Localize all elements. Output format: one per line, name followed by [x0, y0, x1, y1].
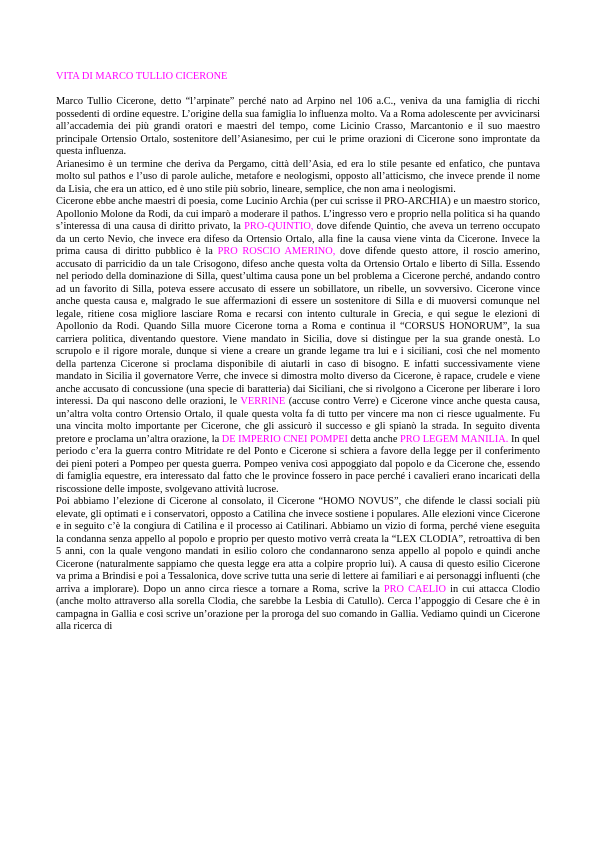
paragraph	[56, 159, 540, 197]
text-run: (accuse contro Verre) e Cicerone vince anche questa causa, un’altra volta contro Ortensio Ortalo, il quale questa volta fa di tutto per vincere ma non ci riesce ugualmente. Fu una vincita molto importante per Cicerone, che gli assicurò il successo e gli spianò la strada. In seguito diventa pretore e proclama un’altra orazione, la	[56, 396, 541, 445]
text-run: Marco Tullio Cicerone, detto “l’arpinate” perché nato ad Arpino nel 106 a.C., veniva da una famiglia di ricchi possedenti di ordine equestre. L’origine della sua famiglia lo influenza molto. Va a Roma adolescente per avvicinarsi all’accademia dei più grandi oratori e maestri del tempo, come Licinio Crasso, Marcantonio e il suo maestro principale Ortensio Ortalo, sostenitore dell’Asianesimo, per cui le prime orazioni di Cicerone sono improntate da questa influenza.	[56, 96, 540, 157]
text-run: dove difende Quintio, che aveva un terreno occupato da un certo Nevio, che invece era difeso da Ortensio Ortalo, alla fine la causa viene vinta da Cicerone. Invece la prima causa di diritto pubblico è la	[56, 221, 540, 257]
paragraph	[56, 196, 540, 496]
highlighted-title: PRO-QUINTIO,	[244, 221, 314, 232]
highlighted-title: PRO CAELIO	[383, 583, 447, 595]
text-run: detta anche	[347, 433, 401, 445]
highlighted-title: PRO ROSCIO AMERINO,	[217, 246, 336, 257]
paragraph	[56, 96, 540, 159]
text-run: In quel periodo c’era la guerra contro Mitridate re del Ponto e Cicerone si schiera a favore della legge per il conferimento dei pieni poteri a Pompeo per questa guerra. Pompeo veniva così appoggiato dal popolo e da Cicerone che, essendo di famiglia equestre, era interessato dal fatto che le province fossero in pace perché i cavalieri erano incaricati della riscossione delle imposte, svolgevano attività lucrose.	[56, 433, 541, 495]
highlighted-title: DE IMPERIO CNEI POMPEI	[221, 433, 348, 445]
document-body	[56, 96, 540, 634]
text-run: in cui attacca Clodio (anche molto attraverso alla sorella Clodia, che sarebbe la Lesbia di Catullo). Cerca l’appoggio di Cesare che è in campagna in Gallia e così scrive un’orazione per la proroga del suo comando in Gallia. Vediamo quindi un Cicerone alla ricerca di	[56, 583, 540, 632]
text-run: Arianesimo è un termine che deriva da Pergamo, città dell’Asia, ed era lo stile pesante ed enfatico, che puntava molto sul pathos e l’uso di parole auliche, metafore e neologismi, opposto all’atticismo, che invece prende il nome da Lisia, che era un attico, ed è uno stile più sobrio, lineare, semplice, che non ama i neologismi.	[56, 158, 540, 195]
document-page	[56, 71, 540, 634]
document-title: VITA DI MARCO TULLIO CICERONE	[56, 71, 228, 82]
highlighted-title: PRO LEGEM MANILIA.	[400, 433, 509, 445]
highlighted-title: VERRINE	[240, 396, 286, 407]
text-run: dove difende questo attore, il roscio amerino, accusato di parricidio da un tale Crisogono, difeso anche questa volta da Ortensio Ortalo e liberto di Silla. Essendo nel periodo della dominazione di Silla, quest’ultima causa pone un bel problema a Cicerone perché, andando contro ad un favorito di Silla, poteva essere accusato di essere un sobillatore, un ribelle, un sovversivo. Cicerone vince anche questa causa e, malgrado le sue affermazioni di essere un sostenitore di Silla e di muoversi comunque nel legale, ritiene cosa migliore lasciare Roma e recarsi con intento culturale in Grecia, e qui segue le elezioni di Apollonio da Rodi. Quando Silla muore Cicerone torna a Roma e continua il “CORSUS HONORUM”, la sua carriera politica, diventando questore. Viene mandato in Sicilia, dove si distingue per la sua grande onestà. Lo scrupolo e il rigore morale, dunque si viene a creare un grande legame tra lui e i siciliani, così che nel momento della partenza Cicerone si proclama disponibile di aiutarli in caso di bisogno. E infatti successivamente viene mandato in Sicilia il governatore Verre, che invece si dimostra molto diverso da Cicerone, è rapace, crudele e viene anche accusato di concussione (una specie di baratteria) dai Siciliani, che si rivolgono a Cicerone per liberare i loro interessi. Da qui nascono delle orazioni, le	[56, 246, 540, 407]
text-run: Cicerone ebbe anche maestri di poesia, come Lucinio Archia (per cui scrisse il PRO-ARCHIA) e un maestro storico, Apollonio Molone da Rodi, da cui imparò a moderare il pathos. L’ingresso vero e proprio nella politica si ha quando s’interessa di una causa di diritto privato, la	[56, 196, 540, 232]
text-run: Poi abbiamo l’elezione di Cicerone al consolato, il Cicerone “HOMO NOVUS”, che difende le classi sociali più elevate, gli optimati e i conservatori, opposto a Catilina che invece sostiene i populares. Alle elezioni vince Cicerone e in seguito c’è la congiura di Catilina e il processo ai Catilinari. Abbiamo un vizio di forma, perché viene eseguita la condanna senza appello al popolo e proprio per questo motivo verrà creata la “LEX CLODIA”, retroattiva di ben 5 anni, con la quale vengono mandati in esilio coloro che condannarono senza appello al popolo e quindi anche Cicerone (naturalmente sappiamo che questa legge era atta a colpire proprio lui). A causa di questo esilio Cicerone va prima a Brindisi e poi a Tessalonica, dove scrive tutta una serie di lettere ai familiari e ai personaggi influenti (che arriva a implorare). Dopo un anno circa riesce a tornare a Roma, scrive la	[56, 496, 540, 595]
paragraph	[56, 496, 540, 634]
